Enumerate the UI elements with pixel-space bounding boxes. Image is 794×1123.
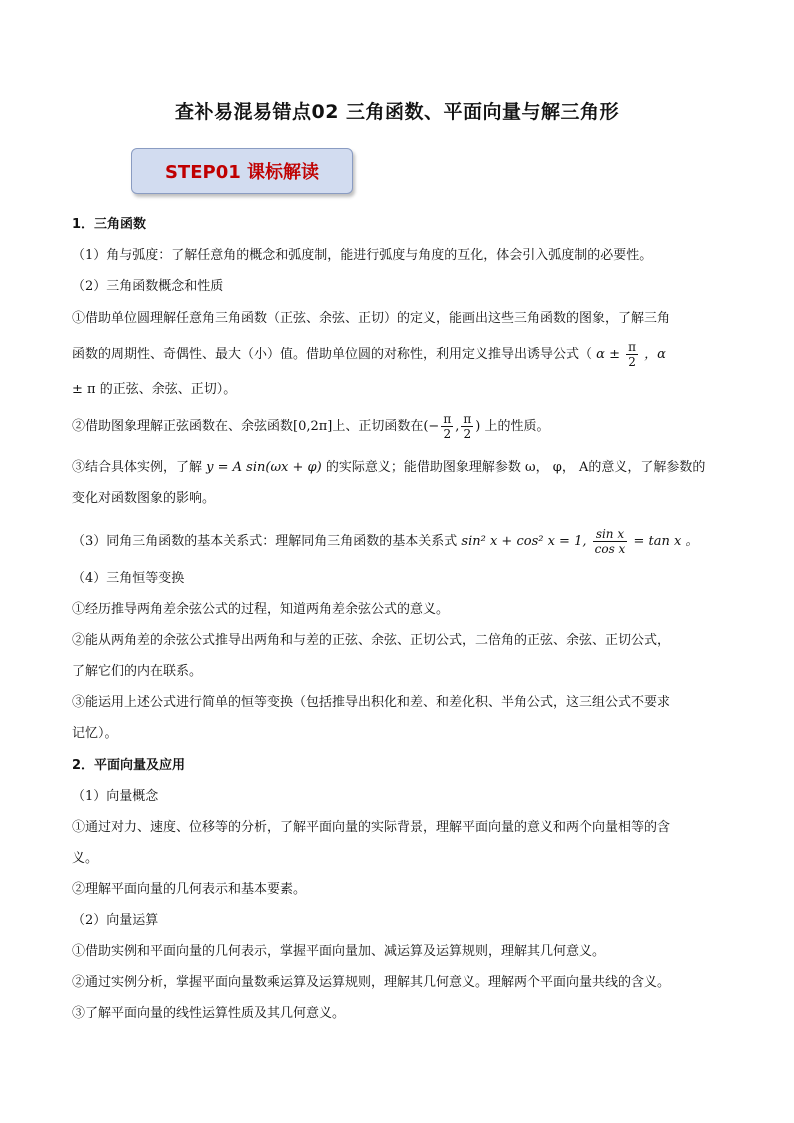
paragraph: ③了解平面向量的线性运算性质及其几何意义。 — [72, 1006, 346, 1021]
paragraph: （2）三角函数概念和性质 — [72, 279, 224, 294]
paragraph: （1）角与弧度：了解任意角的概念和弧度制，能进行弧度与角度的互化，体会引入弧度制的必要性。 — [72, 248, 653, 263]
math-formula: y = A sin(ωx + φ) — [206, 460, 322, 475]
step-label-box — [131, 148, 353, 194]
fraction-denominator: 2 — [443, 427, 452, 441]
fraction-denominator: 2 — [628, 355, 636, 369]
paragraph: （2）向量运算 — [72, 913, 159, 928]
paragraph: ②理解平面向量的几何表示和基本要素。 — [72, 882, 307, 897]
paragraph-with-formula — [72, 459, 732, 477]
step-label: STEP01 课标解读 — [164, 162, 320, 183]
text-run: ) 上的性质。 — [475, 419, 550, 434]
fraction-pi-over-2 — [441, 412, 453, 441]
fraction-denominator: cos x — [594, 542, 626, 556]
paragraph: ①借助单位圆理解任意角三角函数（正弦、余弦、正切）的定义，能画出这些三角函数的图象，了解三角 — [72, 311, 671, 326]
text-run: 函数的周期性、奇偶性、最大（小）值。借助单位圆的对称性，利用定义推导出诱导公式（ — [72, 347, 593, 362]
fraction-sin-over-cos — [593, 527, 628, 556]
text-run: ，α — [644, 347, 666, 362]
paragraph: ①借助实例和平面向量的几何表示，掌握平面向量加、减运算及运算规则，理解其几何意义。 — [72, 944, 606, 959]
fraction-pi-over-2 — [626, 340, 638, 369]
paragraph: 义。 — [72, 851, 99, 866]
paragraph-with-formula — [72, 410, 732, 444]
paragraph: ②能从两角差的余弦公式推导出两角和与差的正弦、余弦、正切公式，二倍角的正弦、余弦、正切公式， — [72, 633, 671, 648]
fraction-numerator: π — [628, 340, 636, 354]
math-formula: sin² x + cos² x = 1, — [461, 534, 587, 549]
paragraph: ± π 的正弦、余弦、正切）。 — [72, 382, 237, 397]
text-run: ②借助图象理解正弦函数在、余弦函数[0,2π]上、正切函数在(− — [72, 419, 440, 434]
text-run: （3）同角三角函数的基本关系式：理解同角三角函数的基本关系式 — [72, 534, 458, 549]
math-formula: = tan x 。 — [633, 534, 699, 549]
page-title: 查补易混易错点02 三角函数、平面向量与解三角形 — [174, 101, 620, 123]
paragraph: ②通过实例分析，掌握平面向量数乘运算及运算规则，理解其几何意义。理解两个平面向量共线的含义。 — [72, 975, 671, 990]
fraction-numerator: π — [443, 412, 452, 426]
paragraph: 了解它们的内在联系。 — [72, 664, 203, 679]
math-alpha: α ± — [596, 347, 620, 362]
paragraph: （4）三角恒等变换 — [72, 571, 185, 586]
fraction-numerator: π — [463, 412, 472, 426]
section-2-heading: 2．平面向量及应用 — [72, 758, 186, 773]
text-run: , — [455, 419, 460, 434]
paragraph-with-formula — [72, 524, 732, 560]
paragraph: （1）向量概念 — [72, 789, 159, 804]
paragraph-with-formula — [72, 339, 732, 371]
paragraph: ①通过对力、速度、位移等的分析，了解平面向量的实际背景，理解平面向量的意义和两个向量相等的含 — [72, 820, 671, 835]
text-run: ③结合具体实例，了解 — [72, 460, 203, 475]
text-run: 的实际意义；能借助图象理解参数 ω， φ， A的意义，了解参数的 — [325, 460, 706, 475]
fraction-pi-over-2 — [461, 412, 473, 441]
section-1-heading: 1．三角函数 — [72, 217, 147, 232]
paragraph: 变化对函数图象的影响。 — [72, 491, 216, 506]
fraction-numerator: sin x — [593, 527, 628, 542]
fraction-denominator: 2 — [463, 427, 472, 441]
paragraph: 记忆）。 — [72, 726, 118, 741]
paragraph: ①经历推导两角差余弦公式的过程，知道两角差余弦公式的意义。 — [72, 602, 450, 617]
paragraph: ③能运用上述公式进行简单的恒等变换（包括推导出积化和差、和差化积、半角公式，这三组公式不要求 — [72, 695, 671, 710]
